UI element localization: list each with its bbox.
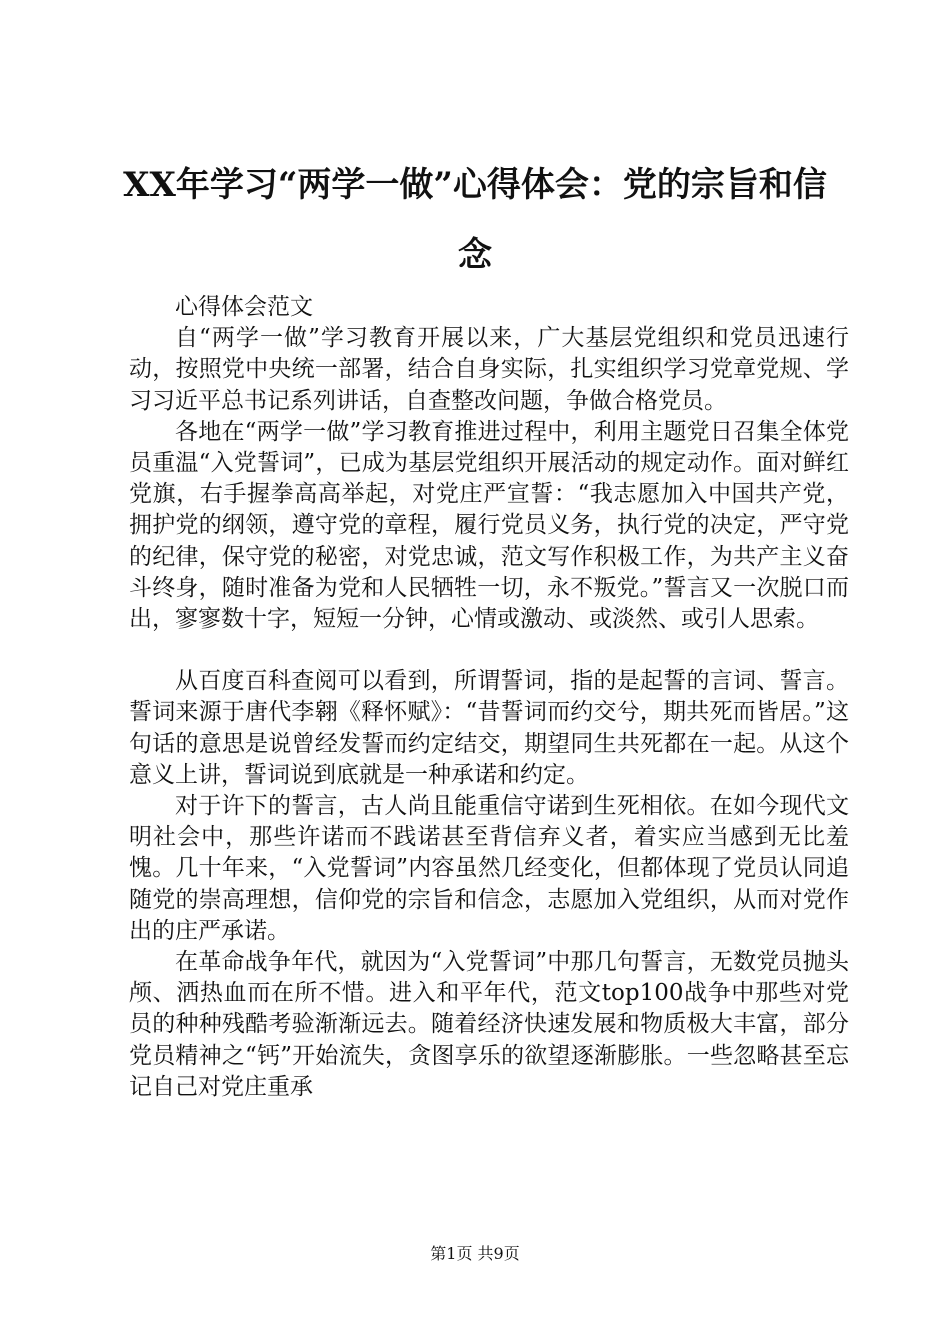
paragraph-subtitle: 心得体会范文 xyxy=(175,294,313,320)
paragraph-definition: 从百度百科查阅可以看到，所谓誓词，指的是起誓的言词、誓言。誓词来源于唐代李翱《释怀赋》：“昔誓词而约交兮，期共死而皆居。”这句话的意思是说曾经发誓而约定结交，期望同生共死都在一起。从这个意义上讲，誓词说到底就是一种承诺和约定。 xyxy=(129,668,849,788)
paragraph-intro: 自“两学一做”学习教育开展以来，广大基层党组织和党员迅速行动，按照党中央统一部署，结合自身实际，扎实组织学习党章党规、学习习近平总书记系列讲话，自查整改问题，争做合格党员。 xyxy=(129,325,849,414)
page-footer: 第1页 共9页 xyxy=(430,1244,520,1263)
paragraph-history: 在革命战争年代，就因为“入党誓词”中那几句誓言，无数党员抛头颅、洒热血而在所不惜。进入和平年代，范文top100战争中那些对党员的种种残酷考验渐渐远去。随着经济快速发展和物质极大丰富，部分党员精神之“钙”开始流失，贪图享乐的欲望逐渐膨胀。一些忽略甚至忘记自己对党庄重承 xyxy=(129,949,849,1100)
paragraph-promise: 对于许下的誓言，古人尚且能重信守诺到生死相依。在如今现代文明社会中，那些许诺而不践诺甚至背信弃义者，着实应当感到无比羞愧。几十年来，“入党誓词”内容虽然几经变化，但都体现了党员认同追随党的崇高理想，信仰党的宗旨和信念，志愿加入党组织，从而对党作出的庄严承诺。 xyxy=(129,793,849,944)
paragraph-oath: 各地在“两学一做”学习教育推进过程中，利用主题党日召集全体党员重温“入党誓词”，已成为基层党组织开展活动的规定动作。面对鲜红党旗，右手握拳高高举起，对党庄严宣誓：“我志愿加入中国共产党，拥护党的纲领，遵守党的章程，履行党员义务，执行党的决定，严守党的纪律，保守党的秘密，对党忠诚，范文写作积极工作，为共产主义奋斗终身，随时准备为党和人民牺牲一切，永不叛党。”誓言又一次脱口而出，寥寥数十字，短短一分钟，心情或激动、或淡然、或引人思索。 xyxy=(129,418,849,633)
document-body xyxy=(129,292,849,1103)
document-title: XX年学习“两学一做”心得体会：党的宗旨和信念 xyxy=(123,165,827,275)
